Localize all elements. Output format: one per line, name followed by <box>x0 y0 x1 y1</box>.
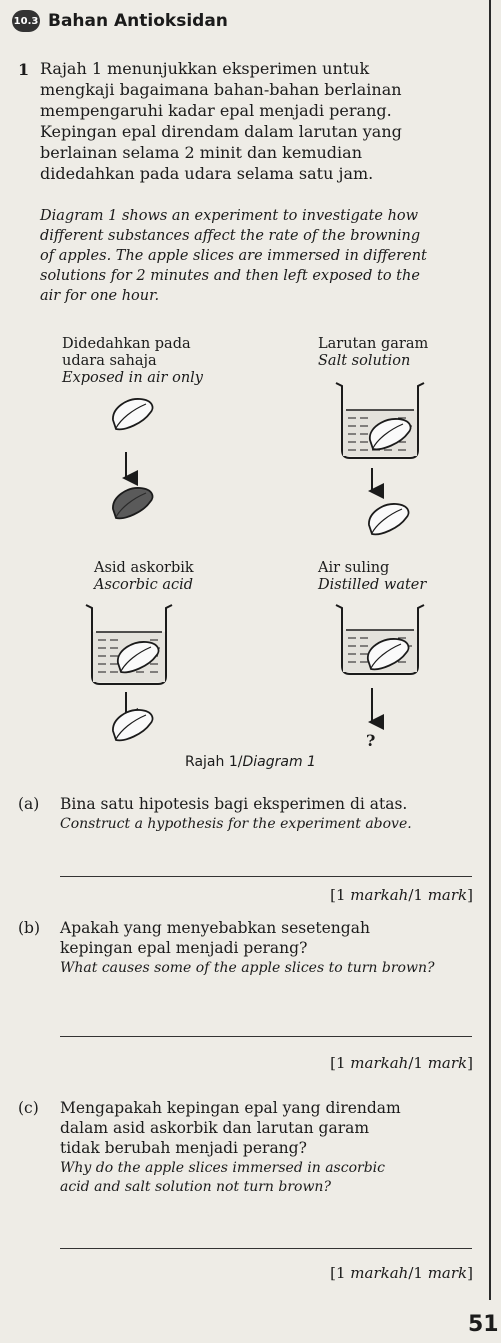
caption-en: Diagram 1 <box>242 754 316 770</box>
question-line-ms: mengkaji bagaimana bahan-bahan berlainan <box>40 80 402 99</box>
setup-distilled-water <box>336 605 424 722</box>
part-c-line-ms: dalam asid askorbik dan larutan garam <box>60 1119 370 1137</box>
label-salt-ms: Larutan garam <box>318 336 429 352</box>
marks-b <box>330 1054 473 1072</box>
part-b-line-ms: Apakah yang menyebabkan sesetengah <box>60 919 370 937</box>
question-line-en: Diagram 1 shows an experiment to investigate how <box>40 208 419 224</box>
label-exposed-ms-1: Didedahkan pada <box>62 336 191 352</box>
label-exposed-en: Exposed in air only <box>62 370 203 386</box>
marks-c-close: ] <box>467 1264 473 1282</box>
marks-c-ms: markah <box>350 1264 409 1282</box>
caption-ms: Rajah 1/ <box>185 754 243 770</box>
marks-c-sep: /1 <box>408 1264 428 1282</box>
answer-line-b[interactable] <box>60 1036 472 1037</box>
answer-line-a[interactable] <box>60 876 472 877</box>
part-c-label: (c) <box>18 1099 39 1117</box>
marks-a-close: ] <box>467 886 473 904</box>
part-c <box>18 1098 401 1195</box>
marks-c-open: [1 <box>330 1264 351 1282</box>
part-b-line-ms: kepingan epal menjadi perang? <box>60 939 308 957</box>
marks-c <box>330 1264 473 1282</box>
label-salt-en: Salt solution <box>318 353 411 369</box>
part-c-line-ms: tidak berubah menjadi perang? <box>60 1139 307 1157</box>
label-ascorbic-en: Ascorbic acid <box>94 577 194 593</box>
marks-b-close: ] <box>467 1054 473 1072</box>
setup-air-only <box>113 399 153 518</box>
marks-a <box>330 886 473 904</box>
section-title: Bahan Antioksidan <box>48 11 228 31</box>
label-water-en: Distilled water <box>318 577 427 593</box>
part-a <box>18 794 412 832</box>
question-line-ms: didedahkan pada udara selama satu jam. <box>40 164 374 183</box>
label-ascorbic-ms: Asid askorbik <box>94 560 194 576</box>
apple-slice-brown-icon <box>113 488 153 518</box>
setup-ascorbic-acid <box>86 605 172 740</box>
page-number: 51 <box>468 1312 499 1337</box>
marks-b-en: mark <box>427 1054 468 1072</box>
marks-b-sep: /1 <box>408 1054 428 1072</box>
label-exposed-ms-2: udara sahaja <box>62 353 157 369</box>
question-line-ms: mempengaruhi kadar epal menjadi perang. <box>40 101 392 120</box>
label-water-ms: Air suling <box>318 560 390 576</box>
setup-salt-solution <box>336 383 424 534</box>
part-a-label: (a) <box>18 795 40 813</box>
apple-slice-fresh-icon <box>113 710 153 740</box>
question-line-en: solutions for 2 minutes and then left exposed to the <box>40 268 420 284</box>
question-line-en: different substances affect the rate of the browning <box>40 228 421 244</box>
part-c-line-en: acid and salt solution not turn brown? <box>60 1179 331 1195</box>
question-line-en: air for one hour. <box>40 288 160 304</box>
unknown-result-mark: ? <box>366 731 376 750</box>
part-a-text-ms: Bina satu hipotesis bagi eksperimen di atas. <box>60 795 408 813</box>
section-badge: 10.3 <box>12 10 40 32</box>
question-number: 1 <box>18 60 30 79</box>
part-c-line-en: Why do the apple slices immersed in ascorbic <box>60 1160 385 1176</box>
marks-a-ms: markah <box>350 886 409 904</box>
marks-a-en: mark <box>427 886 468 904</box>
diagram-caption <box>0 754 501 770</box>
apple-slice-fresh-icon <box>113 399 153 429</box>
marks-a-sep: /1 <box>408 886 428 904</box>
part-b-label: (b) <box>18 919 41 937</box>
part-c-line-ms: Mengapakah kepingan epal yang direndam <box>60 1099 401 1117</box>
apple-slice-fresh-icon <box>369 504 409 534</box>
answer-line-c[interactable] <box>60 1248 472 1249</box>
question-line-ms: Rajah 1 menunjukkan eksperimen untuk <box>40 59 370 78</box>
marks-b-ms: markah <box>350 1054 409 1072</box>
marks-a-open: [1 <box>330 886 351 904</box>
question-line-ms: Kepingan epal direndam dalam larutan yang <box>40 122 402 141</box>
marks-c-en: mark <box>427 1264 468 1282</box>
part-a-text-en: Construct a hypothesis for the experiment above. <box>60 816 412 832</box>
marks-b-open: [1 <box>330 1054 351 1072</box>
part-b-text-en: What causes some of the apple slices to turn brown? <box>60 960 435 976</box>
question-line-ms: berlainan selama 2 minit dan kemudian <box>40 143 363 162</box>
part-b <box>18 918 435 976</box>
question-line-en: of apples. The apple slices are immersed in different <box>40 248 427 264</box>
